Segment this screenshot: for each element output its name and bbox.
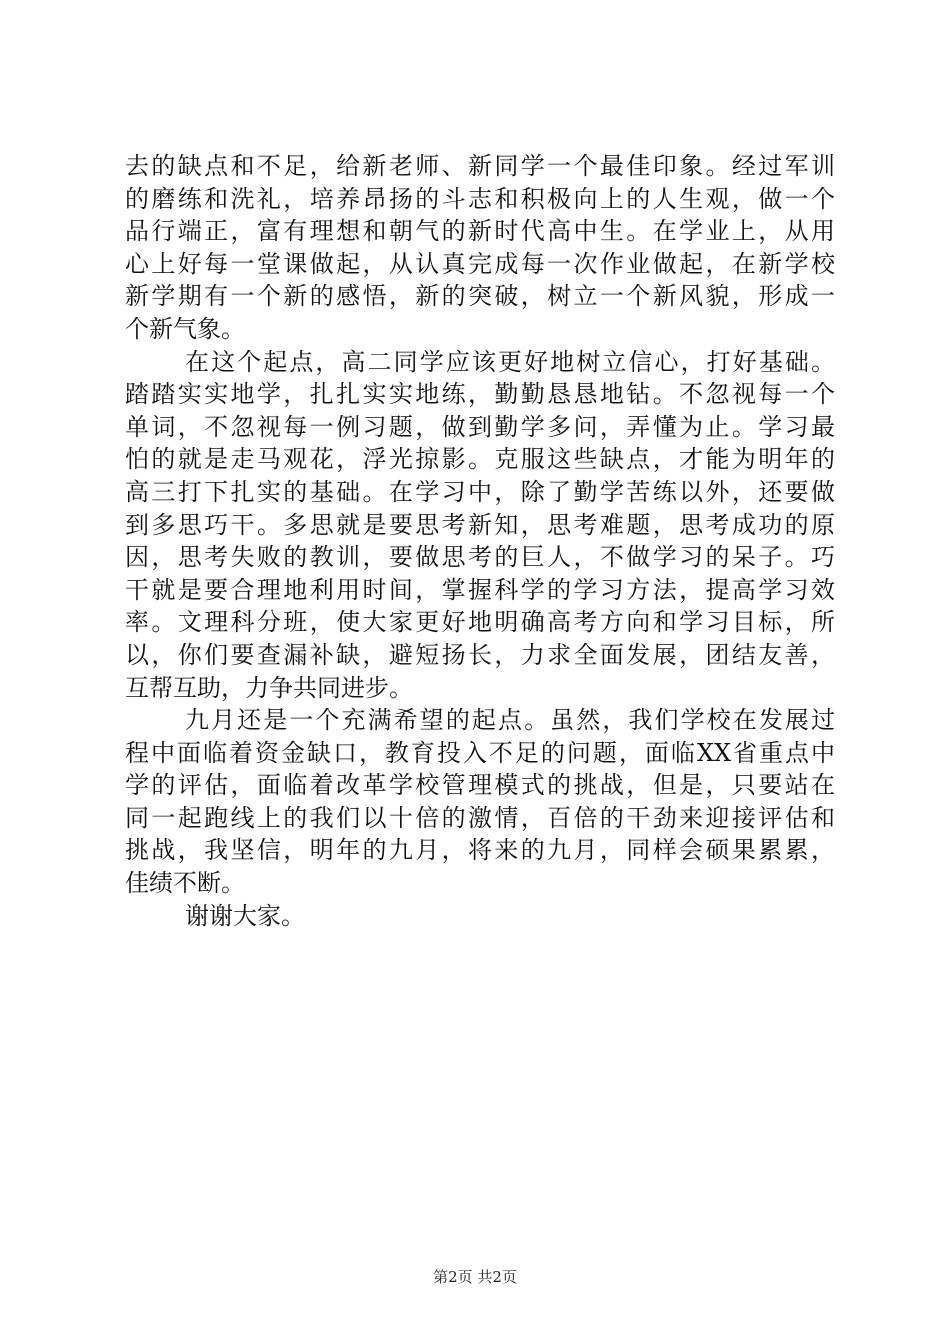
- text-line: 因，思考失败的教训，要做思考的巨人，不做学习的呆子。巧: [125, 543, 835, 572]
- text-line: 谢谢大家。: [185, 901, 305, 930]
- paragraph-1: [125, 150, 835, 346]
- text-line: 去的缺点和不足，给新老师、新同学一个最佳印象。经过军训: [125, 152, 835, 180]
- text-line: 挑战，我坚信，明年的九月，将来的九月，同样会硕果累累，: [125, 836, 835, 865]
- paragraph-4: [125, 900, 835, 933]
- text-line: 率。文理科分班，使大家更好地明确高考方向和学习目标，所: [125, 608, 835, 637]
- text-line: 品行端正，富有理想和朝气的新时代高中生。在学业上，从用: [125, 217, 835, 246]
- paragraph-2: [125, 346, 835, 705]
- text-line: 心上好每一堂课做起，从认真完成每一次作业做起，在新学校: [125, 249, 835, 278]
- text-line: 在这个起点，高二同学应该更好地树立信心，打好基础。: [185, 347, 835, 376]
- text-line: 干就是要合理地利用时间，掌握科学的学习方法，提高学习效: [125, 575, 835, 604]
- text-line: 佳绩不断。: [125, 869, 245, 898]
- text-line: 踏踏实实地学，扎扎实实地练，勤勤恳恳地钻。不忽视每一个: [125, 380, 835, 409]
- text-line: 同一起跑线上的我们以十倍的激情，百倍的干劲来迎接评估和: [125, 803, 835, 832]
- text-line: 学的评估，面临着改革学校管理模式的挑战，但是，只要站在: [125, 771, 835, 800]
- text-line: 互帮互助，力争共同进步。: [125, 673, 413, 702]
- document-body: [125, 150, 835, 932]
- text-line: 以，你们要查漏补缺，避短扬长，力求全面发展，团结友善，: [125, 640, 835, 669]
- text-line: 的磨练和洗礼，培养昂扬的斗志和积极向上的人生观，做一个: [125, 184, 835, 213]
- text-line: 程中面临着资金缺口，教育投入不足的问题，面临XX省重点中: [125, 738, 835, 767]
- text-line: 单词，不忽视每一例习题，做到勤学多问，弄懂为止。学习最: [125, 412, 835, 441]
- page-footer: [0, 1267, 950, 1287]
- text-line: 到多思巧干。多思就是要思考新知，思考难题，思考成功的原: [125, 510, 835, 539]
- text-line: 高三打下扎实的基础。在学习中，除了勤学苦练以外，还要做: [125, 477, 835, 506]
- page-number-label: 第2页 共2页: [433, 1268, 517, 1286]
- text-line: 个新气象。: [125, 314, 245, 343]
- text-line: 新学期有一个新的感悟，新的突破，树立一个新风貌，形成一: [125, 282, 835, 311]
- text-line: 九月还是一个充满希望的起点。虽然，我们学校在发展过: [185, 706, 835, 735]
- text-line: 怕的就是走马观花，浮光掠影。克服这些缺点，才能为明年的: [125, 445, 835, 474]
- paragraph-3: [125, 704, 835, 900]
